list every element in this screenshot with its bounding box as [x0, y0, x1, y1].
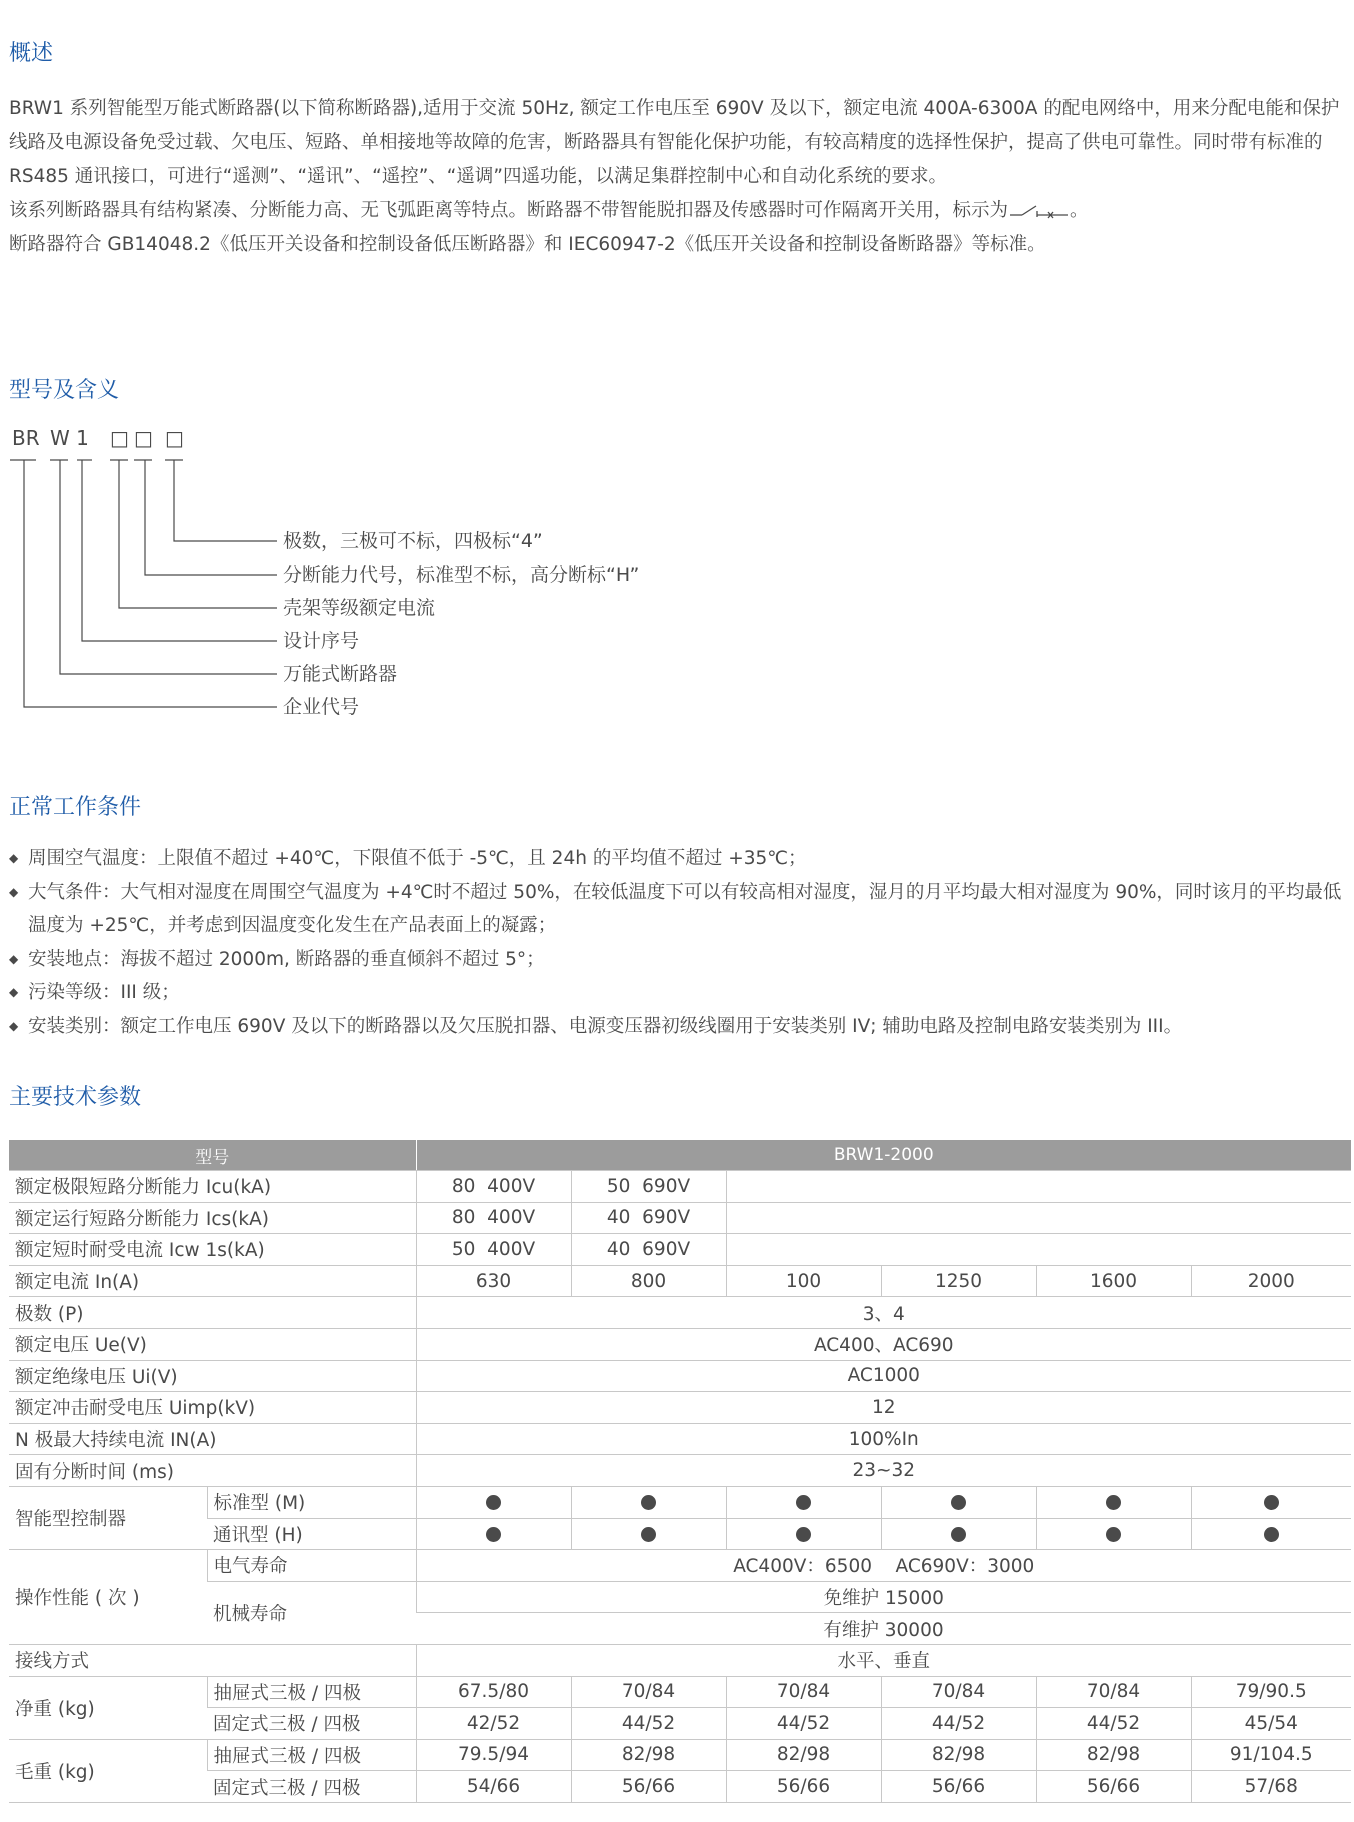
overview-paragraph-2: 该系列断路器具有结构紧凑、分断能力高、无飞弧距离等特点。断路器不带智能脱扣器及传感器时可作隔离开关用，标示为 。	[9, 200, 1089, 221]
isolator-symbol-icon	[1008, 202, 1070, 220]
filled-dot-icon	[1106, 1527, 1121, 1542]
table-row: 操作性能 ( 次 ) 电气寿命 AC400V：6500 AC690V：3000	[9, 1550, 1351, 1582]
model-code-diagram	[0, 420, 900, 740]
diamond-bullet-icon: ◆	[9, 884, 19, 899]
table-row: 净重 (kg) 抽屉式三极 / 四极 67.5/80 70/84 70/84 70/84 70/84 79/90.5	[9, 1676, 1351, 1708]
table-row: 有维护 30000	[9, 1613, 1351, 1645]
filled-dot-icon	[796, 1527, 811, 1542]
table-row: 固有分断时间 (ms) 23~32	[9, 1455, 1351, 1487]
table-row: 毛重 (kg) 抽屉式三极 / 四极 79.5/94 82/98 82/98 82/98 82/98 91/104.5	[9, 1739, 1351, 1771]
diamond-bullet-icon: ◆	[9, 951, 19, 966]
filled-dot-icon	[486, 1495, 501, 1510]
diamond-bullet-icon: ◆	[9, 851, 19, 865]
table-row: 固定式三极 / 四极 42/52 44/52 44/52 44/52 44/52 45/54	[9, 1708, 1351, 1740]
diamond-bullet-icon: ◆	[9, 1018, 19, 1033]
list-item: ◆ 安装地点：海拔不超过 2000m, 断路器的垂直倾斜不超过 5°；	[9, 943, 1351, 977]
diamond-bullet-icon: ◆	[9, 985, 19, 999]
list-item: ◆ 污染等级：III 级；	[9, 976, 1351, 1010]
model-label-poles: 极数，三极可不标，四极标“4”	[283, 530, 543, 552]
filled-dot-icon	[951, 1495, 966, 1510]
list-item: ◆ 大气条件：大气相对湿度在周围空气温度为 +4℃时不超过 50%，在较低温度下可以有较高相对湿度，湿月的月平均最大相对湿度为 90%，同时该月的平均最低温度为 +25℃，并考虑到因温度变化发生在产品表面上的凝露；	[9, 876, 1351, 943]
model-label-design-serial: 设计序号	[283, 630, 360, 652]
model-code-box-3: □	[165, 426, 184, 450]
model-label-company-code: 企业代号	[283, 696, 360, 718]
table-row: 额定冲击耐受电压 Uimp(kV) 12	[9, 1392, 1351, 1424]
filled-dot-icon	[1264, 1495, 1279, 1510]
conditions-heading: 正常工作条件	[9, 795, 142, 820]
table-row: 额定电压 Ue(V) AC400、AC690	[9, 1328, 1351, 1360]
conditions-list	[9, 842, 1351, 1043]
overview-paragraph-3: 断路器符合 GB14048.2《低压开关设备和控制设备低压断路器》和 IEC60947-2《低压开关设备和控制设备断路器》等标准。	[9, 234, 1046, 255]
model-code-br: BR	[12, 426, 40, 450]
model-leader-lines	[0, 420, 300, 720]
filled-dot-icon	[641, 1527, 656, 1542]
table-header-row	[9, 1140, 1351, 1171]
header-model: 型号	[9, 1140, 416, 1171]
filled-dot-icon	[486, 1527, 501, 1542]
table-row: 通讯型 (H)	[9, 1518, 1351, 1550]
table-row: 极数 (P) 3、4	[9, 1297, 1351, 1329]
spec-table	[9, 1140, 1351, 1803]
list-item: ◆ 周围空气温度：上限值不超过 +40℃，下限值不低于 -5℃，且 24h 的平均值不超过 +35℃；	[9, 842, 1351, 876]
table-row: 接线方式 水平、垂直	[9, 1644, 1351, 1676]
filled-dot-icon	[641, 1495, 656, 1510]
overview-heading: 概述	[9, 41, 54, 66]
filled-dot-icon	[796, 1495, 811, 1510]
table-row: 智能型控制器 标准型 (M)	[9, 1486, 1351, 1518]
table-row: N 极最大持续电流 IN(A) 100%In	[9, 1423, 1351, 1455]
table-row: 额定极限短路分断能力 Icu(kA) 80 400V 50 690V	[9, 1171, 1351, 1203]
overview-text	[9, 92, 1351, 262]
table-row: 额定电流 In(A) 630 800 100 1250 1600 2000	[9, 1265, 1351, 1297]
filled-dot-icon	[951, 1527, 966, 1542]
table-row: 额定短时耐受电流 Icw 1s(kA) 50 400V 40 690V	[9, 1234, 1351, 1266]
model-heading: 型号及含义	[9, 378, 120, 403]
table-row: 固定式三极 / 四极 54/66 56/66 56/66 56/66 56/66 57/68	[9, 1771, 1351, 1803]
model-label-breaker-type: 万能式断路器	[283, 663, 398, 685]
list-item: ◆ 安装类别：额定工作电压 690V 及以下的断路器以及欠压脱扣器、电源变压器初级线圈用于安装类别 IV; 辅助电路及控制电路安装类别为 III。	[9, 1010, 1351, 1044]
filled-dot-icon	[1106, 1495, 1121, 1510]
filled-dot-icon	[1264, 1527, 1279, 1542]
table-row: 机械寿命 免维护 15000	[9, 1581, 1351, 1613]
model-code-w1: W 1	[50, 426, 89, 450]
model-code-box-1: □	[110, 426, 129, 450]
spec-heading: 主要技术参数	[9, 1085, 142, 1110]
header-model-value: BRW1-2000	[416, 1140, 1351, 1171]
model-label-breaking-capacity: 分断能力代号，标准型不标，高分断标“H”	[283, 564, 640, 586]
table-row: 额定运行短路分断能力 Ics(kA) 80 400V 40 690V	[9, 1202, 1351, 1234]
overview-paragraph-1: BRW1 系列智能型万能式断路器(以下简称断路器),适用于交流 50Hz, 额定工作电压至 690V 及以下，额定电流 400A-6300A 的配电网络中，用来分配电能和保护线路及电源设备免受过载、欠电压、短路、单相接地等故障的危害，断路器具有智能化保护功能，有较高精度的选择性保护，提高了供电可靠性。同时带有标准的 RS485 通讯接口，可进行“遥测”、“遥讯”、“遥控”、“遥调”四遥功能，以满足集群控制中心和自动化系统的要求。	[9, 98, 1340, 187]
table-row: 额定绝缘电压 Ui(V) AC1000	[9, 1360, 1351, 1392]
model-code-box-2: □	[134, 426, 153, 450]
model-label-frame-current: 壳架等级额定电流	[283, 597, 436, 619]
